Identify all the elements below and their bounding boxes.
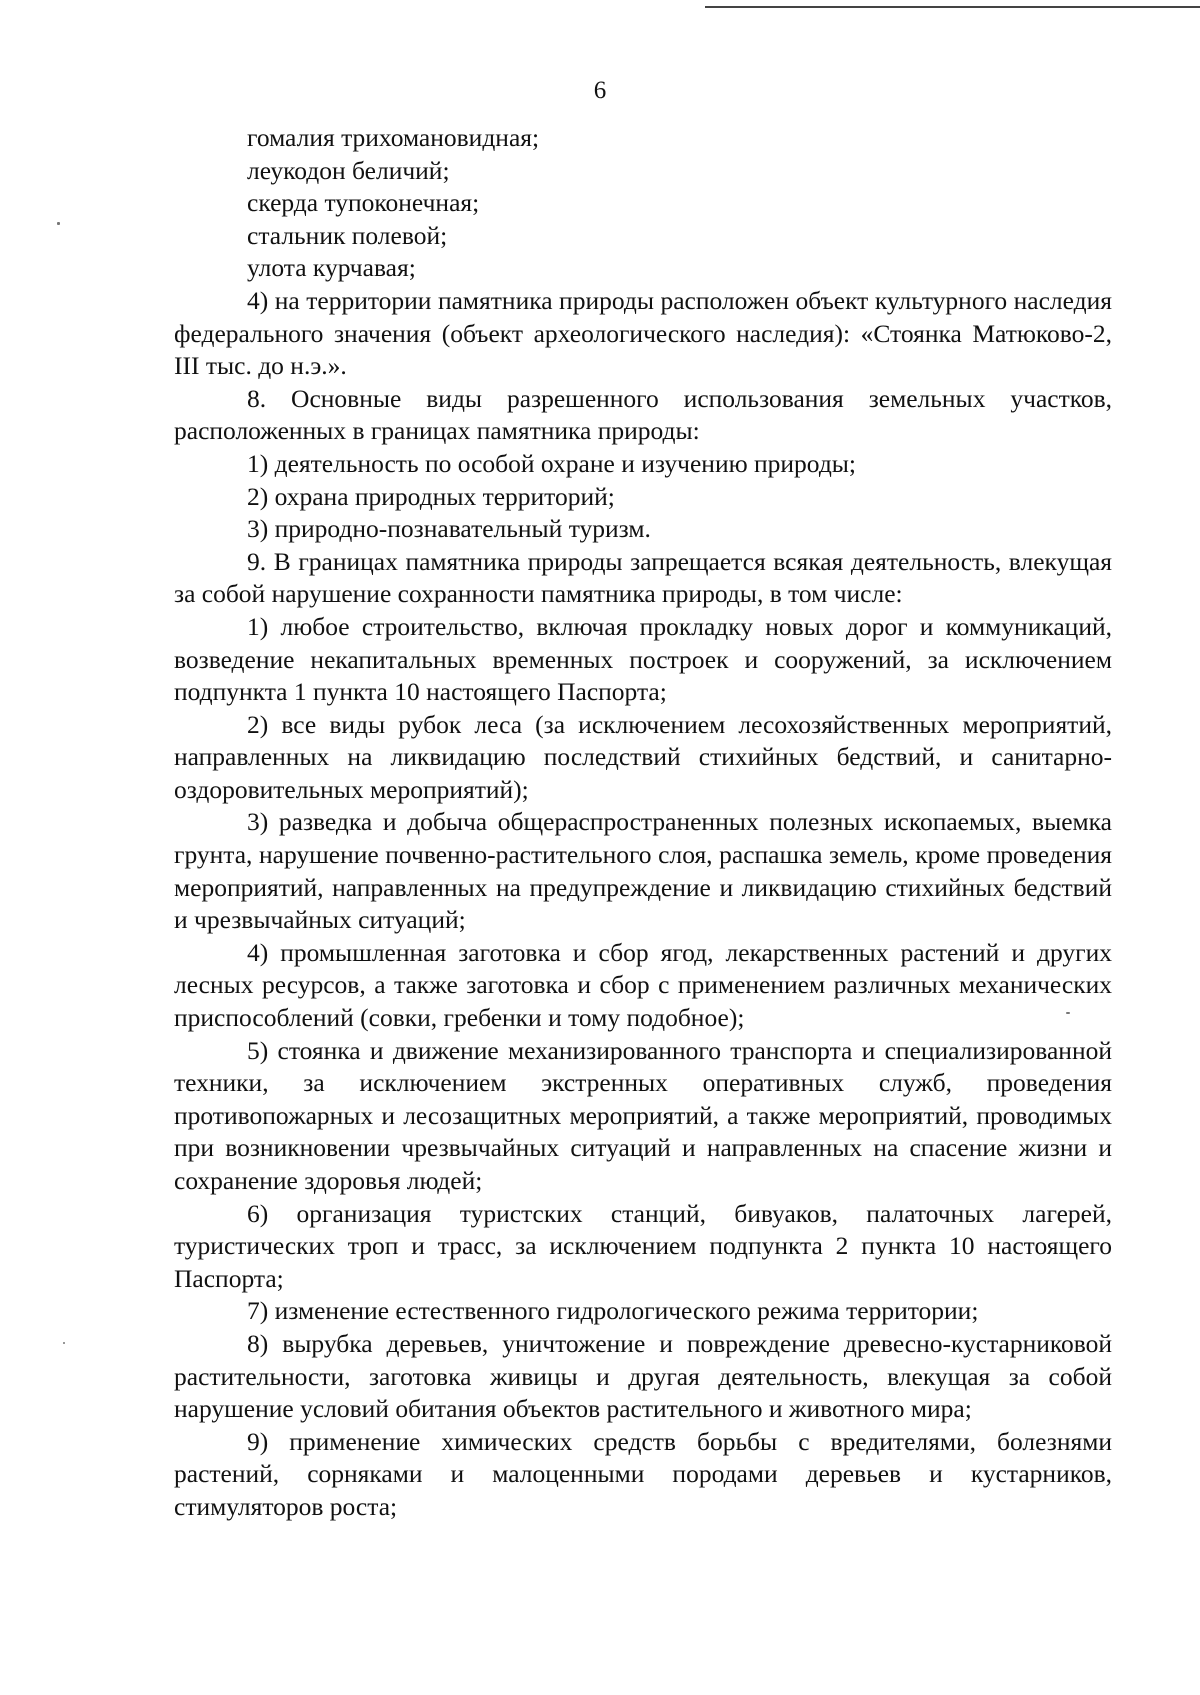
list-item: стальник полевой; xyxy=(247,220,448,250)
list-item: скерда тупоконечная; xyxy=(247,188,480,218)
list-item: 3) разведка и добыча общераспространенных полезных ископаемых, выемка грунта, нарушение почвенно-растительного слоя, распашка земель, кроме проведения мероприятий, направленных на предупреждение и ликвидацию стихийных бедствий и чрезвычайных ситуаций; xyxy=(174,807,1112,935)
section-9-heading: 9. В границах памятника природы запрещается всякая деятельность, влекущая за собой нарушение сохранности памятника природы, в том числе: xyxy=(174,546,1112,609)
list-item: 2) все виды рубок леса (за исключением лесохозяйственных мероприятий, направленных на ликвидацию последствий стихийных бедствий, и санитарно-оздоровительных мероприятий); xyxy=(174,709,1112,804)
scan-mark xyxy=(57,222,60,225)
list-item: гомалия трихомановидная; xyxy=(247,123,540,152)
list-item: 7) изменение естественного гидрологического режима территории; xyxy=(247,1296,979,1326)
scan-top-rule xyxy=(705,6,1200,8)
list-item: 9) применение химических средств борьбы с вредителями, болезнями растений, сорняками и малоценными породами деревьев и кустарников, стимуляторов роста; xyxy=(174,1426,1112,1521)
list-item: 4) промышленная заготовка и сбор ягод, лекарственных растений и других лесных ресурсов, а также заготовка и сбор с применением различных механических приспособлений (совки, гребенки и тому подобное); xyxy=(174,937,1112,1033)
list-item: 6) организация туристских станций, бивуаков, палаточных лагерей, туристических троп и трасс, за исключением подпункта 2 пункта 10 настоящего Паспорта; xyxy=(174,1198,1112,1293)
document-body xyxy=(174,122,1112,1524)
list-item: 3) природно-познавательный туризм. xyxy=(247,514,651,544)
paragraph: 4) на территории памятника природы расположен объект культурного наследия федерального значения (объект археологического наследия): «Стоянка Матюково-2, III тыс. до н.э.». xyxy=(174,285,1112,381)
list-item: 8) вырубка деревьев, уничтожение и повреждение древесно-кустарниковой растительности, заготовка живицы и другая деятельность, влекущая за собой нарушение условий обитания объектов растительного и животного мира; xyxy=(174,1328,1112,1424)
list-item: 2) охрана природных территорий; xyxy=(247,481,615,511)
list-item: 1) любое строительство, включая прокладку новых дорог и коммуникаций, возведение некапитальных временных построек и сооружений, за исключением подпункта 1 пункта 10 настоящего Паспорта; xyxy=(174,611,1112,707)
section-8-heading: 8. Основные виды разрешенного использования земельных участков, расположенных в границах памятника природы: xyxy=(174,383,1112,446)
scan-mark xyxy=(63,1342,65,1344)
list-item: улота курчавая; xyxy=(247,253,416,283)
list-item: 1) деятельность по особой охране и изучению природы; xyxy=(247,448,857,478)
list-item: леукодон беличий; xyxy=(247,155,450,185)
page-number: 6 xyxy=(593,77,607,104)
list-item: 5) стоянка и движение механизированного транспорта и специализированной техники, за исключением экстренных оперативных служб, проведения противопожарных и лесозащитных мероприятий, а также мероприятий, проводимых при возникновении чрезвычайных ситуаций и направленных на спасение жизни и сохранение здоровья людей; xyxy=(174,1035,1112,1195)
